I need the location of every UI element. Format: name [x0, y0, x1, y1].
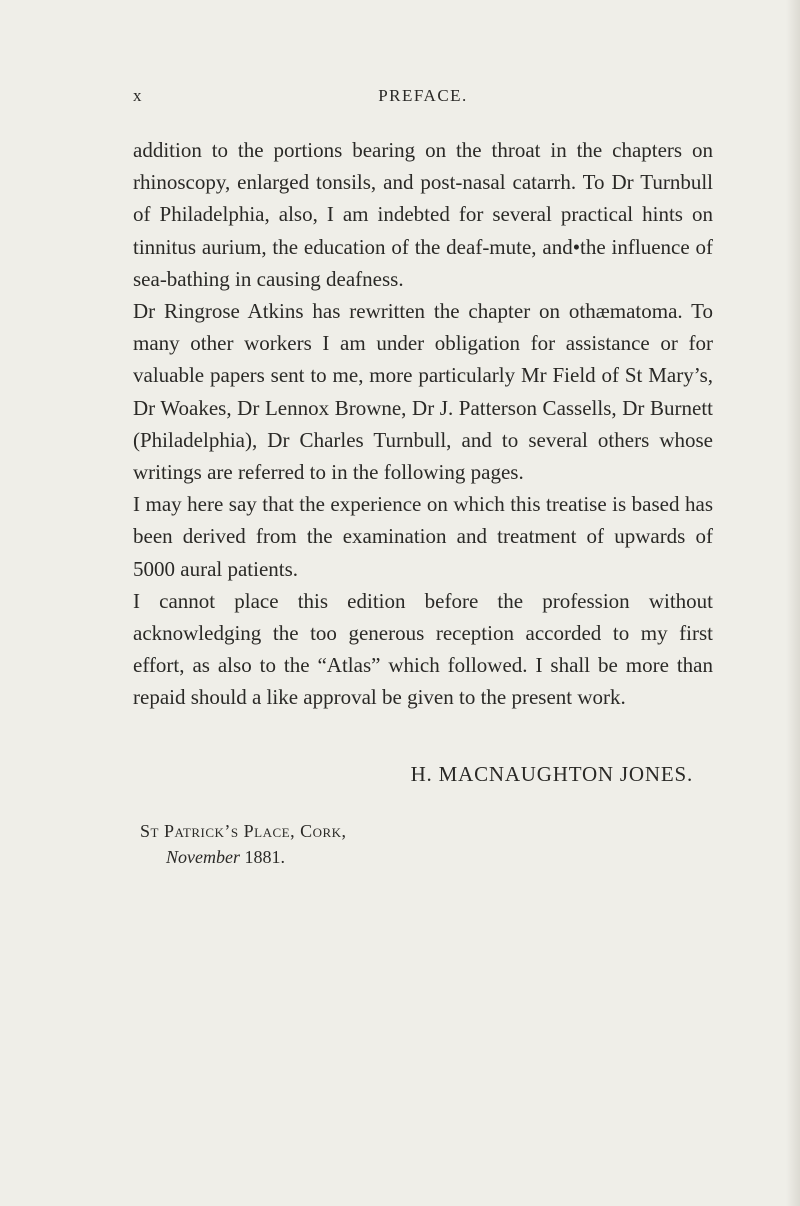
address-place: St Patrick’s Place, Cork,	[140, 821, 347, 841]
address-year: 1881.	[244, 847, 285, 867]
address-block	[140, 818, 347, 870]
address-date	[140, 844, 347, 870]
page-header	[133, 86, 713, 110]
page-number: x	[133, 86, 142, 105]
author-signature: H. MACNAUGHTON JONES.	[410, 762, 693, 786]
address-month: November	[166, 847, 240, 867]
preface-body	[133, 134, 713, 714]
paragraph: I may here say that the experience on which this treatise is based has been derived from the examination and treatment of upwards of 5000 aural patients.	[133, 492, 713, 581]
running-title: PREFACE.	[378, 86, 468, 105]
paragraph: Dr Ringrose Atkins has rewritten the chapter on othæmatoma. To many other workers I am under obligation for assistance or for valuable papers sent to me, more particularly Mr Field of St Mary’s, Dr Woakes, Dr Lennox Browne, Dr J. Patterson Cassells, Dr Burnett (Philadelphia), Dr Charles Turnbull, and to several others whose writings are referred to in the following pages.	[133, 299, 713, 485]
paragraph: addition to the portions bearing on the throat in the chapters on rhinoscopy, enlarged tonsils, and post-nasal catarrh. To Dr Turnbull of Philadelphia, also, I am indebted for several practical hints on tinnitus aurium, the education of the deaf-mute, and•the influence of sea-bathing in causing deafness.	[133, 138, 713, 291]
page-edge-shadow	[786, 0, 800, 1206]
paragraph: I cannot place this edition before the profession without acknowledging the too generous reception accorded to my first effort, as also to the “Atlas” which followed. I shall be more than repaid should a like approval be given to the present work.	[133, 588, 713, 710]
